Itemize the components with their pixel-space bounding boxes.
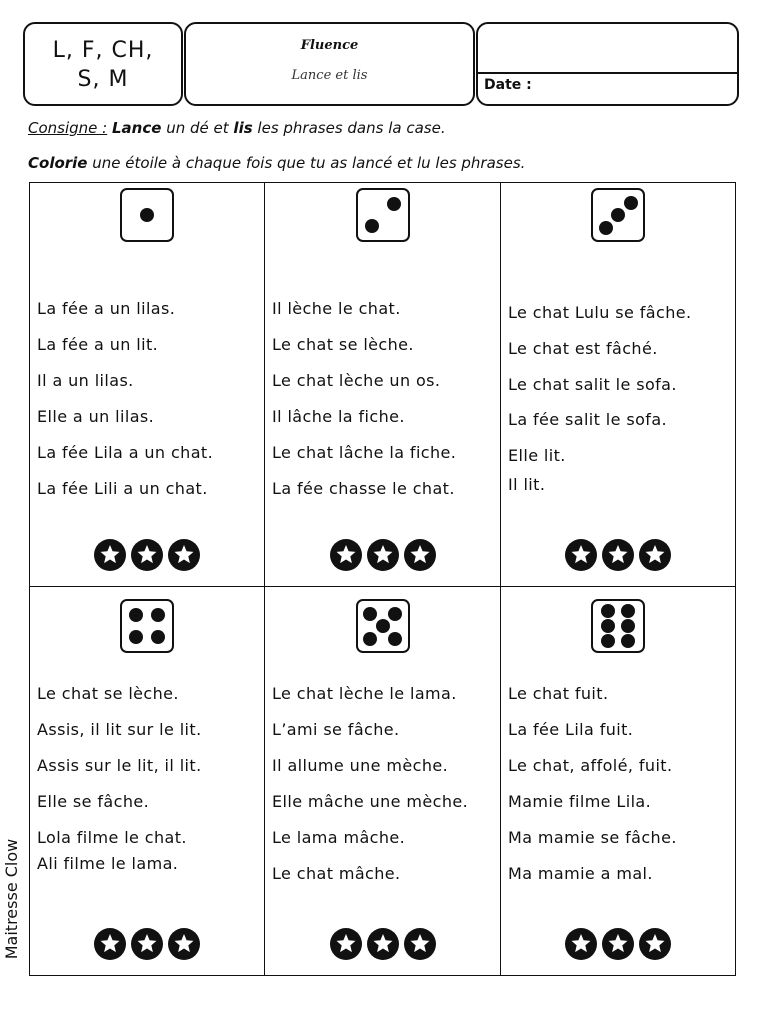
sentence-line: Il a un lilas.	[37, 371, 134, 390]
name-line	[478, 72, 737, 74]
author-label: Maitresse Clow	[2, 838, 21, 960]
die-pip	[129, 630, 143, 644]
exercise-cell	[30, 183, 265, 587]
sentence-line: Le chat se lèche.	[272, 335, 414, 354]
star-row	[265, 927, 500, 961]
star-icon[interactable]	[130, 927, 164, 961]
star-icon[interactable]	[130, 538, 164, 572]
sentence-line: La fée Lila a un chat.	[37, 443, 214, 462]
exercise-cell	[265, 587, 501, 975]
die-pip	[621, 619, 635, 633]
sentence-line: Le chat est fâché.	[508, 339, 658, 358]
die-icon	[591, 188, 645, 242]
die-pip	[611, 208, 625, 222]
sentence-line: Le chat mâche.	[272, 864, 401, 883]
sounds-box	[23, 22, 183, 106]
sentence-line: Elle se fâche.	[37, 792, 150, 811]
sentence-line: La fée salit le sofa.	[508, 410, 668, 429]
die-pip	[151, 630, 165, 644]
die-icon	[356, 599, 410, 653]
star-row	[30, 538, 264, 572]
die-pip	[365, 219, 379, 233]
die-pip	[621, 634, 635, 648]
sentence-line: Elle mâche une mèche.	[272, 792, 469, 811]
exercise-cell	[501, 587, 735, 975]
star-icon[interactable]	[93, 927, 127, 961]
sentence-line: Le chat Lulu se fâche.	[508, 303, 692, 322]
sentence-line: Assis sur le lit, il lit.	[37, 756, 202, 775]
instruction-lis: lis	[233, 119, 253, 137]
sentence-line: Elle a un lilas.	[37, 407, 155, 426]
star-icon[interactable]	[366, 538, 400, 572]
exercise-cell	[501, 183, 735, 587]
sentence-line: Le chat lèche un os.	[272, 371, 441, 390]
page-title: Fluence	[300, 38, 359, 53]
instruction-colorie: Colorie	[28, 154, 88, 172]
sentence-line: Il allume une mèche.	[272, 756, 449, 775]
star-icon[interactable]	[329, 927, 363, 961]
star-icon[interactable]	[329, 538, 363, 572]
sentence-line: Il lit.	[508, 475, 546, 494]
sentence-line: Ma mamie se fâche.	[508, 828, 677, 847]
sentence-line: La fée Lili a un chat.	[37, 479, 208, 498]
sentence-line: Le lama mâche.	[272, 828, 406, 847]
die-icon	[356, 188, 410, 242]
die-pip	[387, 197, 401, 211]
star-icon[interactable]	[601, 538, 635, 572]
exercise-grid	[29, 182, 736, 976]
star-icon[interactable]	[167, 927, 201, 961]
die-pip	[363, 632, 377, 646]
die-pip	[621, 604, 635, 618]
die-icon	[120, 188, 174, 242]
sentence-line: Mamie filme Lila.	[508, 792, 652, 811]
page-subtitle: Lance et lis	[291, 68, 368, 83]
star-icon[interactable]	[564, 927, 598, 961]
die-pip	[624, 196, 638, 210]
sentence-line: Elle lit.	[508, 446, 566, 465]
star-icon[interactable]	[564, 538, 598, 572]
sentence-line: Lola filme le chat.	[37, 828, 187, 847]
consigne-label: Consigne :	[28, 119, 108, 137]
star-icon[interactable]	[601, 927, 635, 961]
sentence-line: Il lâche la fiche.	[272, 407, 405, 426]
sentence-line: La fée chasse le chat.	[272, 479, 455, 498]
sentence-line: Le chat lèche le lama.	[272, 684, 457, 703]
sentence-line: La fée a un lilas.	[37, 299, 176, 318]
date-label: Date :	[484, 77, 532, 93]
title-box	[184, 22, 475, 106]
instruction-text: les phrases dans la case.	[257, 119, 446, 137]
die-pip	[388, 632, 402, 646]
sentence-line: Le chat lâche la fiche.	[272, 443, 457, 462]
die-pip	[151, 608, 165, 622]
die-pip	[601, 619, 615, 633]
sentence-line: Il lèche le chat.	[272, 299, 401, 318]
instruction-line-2	[28, 154, 525, 172]
star-icon[interactable]	[167, 538, 201, 572]
die-pip	[363, 607, 377, 621]
sentence-line: La fée a un lit.	[37, 335, 159, 354]
star-row	[501, 927, 735, 961]
sentence-line: Le chat salit le sofa.	[508, 375, 677, 394]
sentence-line: Le chat se lèche.	[37, 684, 179, 703]
die-pip	[140, 208, 154, 222]
sentence-line: Assis, il lit sur le lit.	[37, 720, 202, 739]
sentence-line: L’ami se fâche.	[272, 720, 400, 739]
star-icon[interactable]	[638, 927, 672, 961]
die-pip	[129, 608, 143, 622]
sentence-line: Ali filme le lama.	[37, 854, 179, 873]
star-row	[501, 538, 735, 572]
instruction-lance: Lance	[112, 119, 162, 137]
die-pip	[601, 604, 615, 618]
star-row	[265, 538, 500, 572]
star-icon[interactable]	[366, 927, 400, 961]
sentence-line: Le chat, affolé, fuit.	[508, 756, 673, 775]
die-pip	[599, 221, 613, 235]
sentence-line: La fée Lila fuit.	[508, 720, 634, 739]
star-icon[interactable]	[638, 538, 672, 572]
die-pip	[388, 607, 402, 621]
sentence-line: Le chat fuit.	[508, 684, 609, 703]
star-icon[interactable]	[403, 927, 437, 961]
die-pip	[376, 619, 390, 633]
die-icon	[591, 599, 645, 653]
exercise-cell	[30, 587, 265, 975]
instruction-line-1	[28, 119, 446, 137]
exercise-cell	[265, 183, 501, 587]
star-icon[interactable]	[93, 538, 127, 572]
instruction-text: un dé et	[166, 119, 229, 137]
die-icon	[120, 599, 174, 653]
instruction-text: une étoile à chaque fois que tu as lancé et lu les phrases.	[92, 154, 526, 172]
sentence-line: Ma mamie a mal.	[508, 864, 653, 883]
star-row	[30, 927, 264, 961]
die-pip	[601, 634, 615, 648]
name-date-box	[476, 22, 739, 106]
star-icon[interactable]	[403, 538, 437, 572]
sounds-label: L, F, CH, S, M	[52, 38, 154, 92]
